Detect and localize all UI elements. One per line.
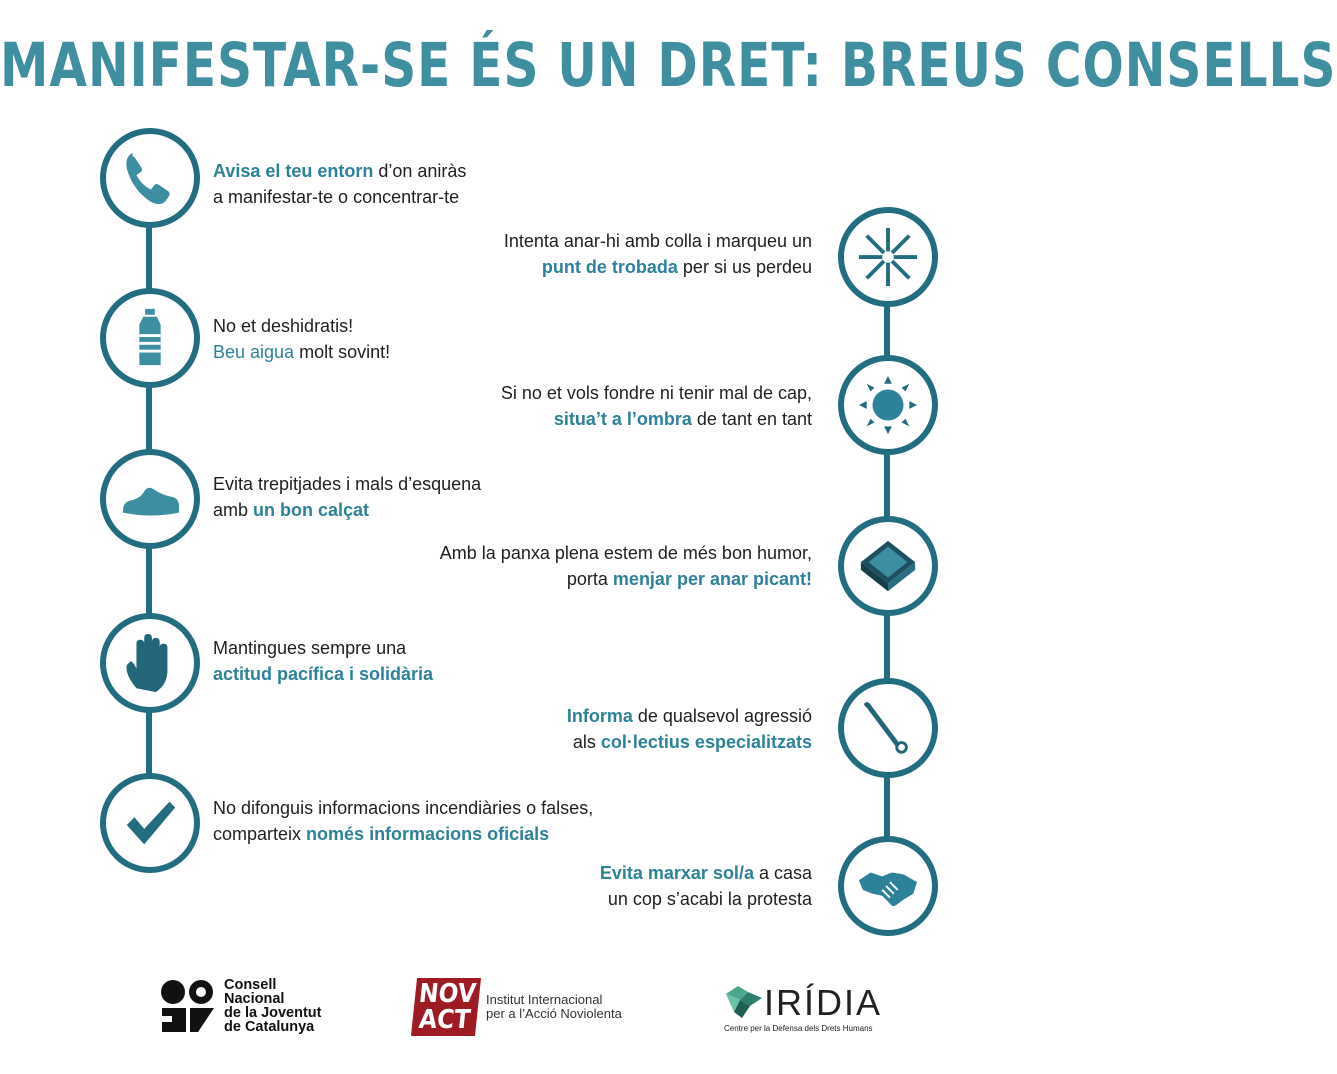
tip-text: Mantingues sempre una bbox=[213, 638, 407, 658]
tip-highlight: Informa bbox=[566, 706, 633, 726]
right-tip-1-text bbox=[504, 228, 812, 280]
left-tip-5-circle bbox=[100, 773, 200, 873]
cnjc-line-3: de la Joventut bbox=[224, 1005, 322, 1021]
tip-text: Si no et vols fondre ni tenir mal de cap, bbox=[500, 383, 812, 403]
shoe-icon bbox=[119, 468, 181, 530]
tip-highlight: col·lectius especialitzats bbox=[600, 732, 812, 752]
phone-icon bbox=[119, 147, 181, 209]
right-tip-4-text bbox=[567, 703, 812, 755]
right-tip-4-circle bbox=[838, 678, 938, 778]
tip-text: d’on aniràs bbox=[373, 161, 467, 181]
cnjc-line-2: Nacional bbox=[224, 991, 285, 1007]
right-tip-3-circle bbox=[838, 516, 938, 616]
tip-highlight: Avisa el teu entorn bbox=[213, 161, 374, 181]
iridia-subtitle: Centre per la Defensa dels Drets Humans bbox=[724, 1024, 873, 1033]
right-tip-2-text bbox=[501, 380, 812, 432]
meeting-point-icon bbox=[857, 226, 919, 288]
tip-text: comparteix bbox=[213, 824, 307, 844]
tip-text: Intenta anar-hi amb colla i marqueu un bbox=[503, 231, 812, 251]
baton-icon bbox=[857, 697, 919, 759]
tip-highlight: un bon calçat bbox=[253, 500, 370, 520]
tip-text: a manifestar-te o concentrar-te bbox=[213, 187, 460, 207]
left-tip-4-circle bbox=[100, 613, 200, 713]
tip-text: molt sovint! bbox=[294, 342, 391, 362]
left-tip-2-circle bbox=[100, 288, 200, 388]
water-bottle-icon bbox=[119, 307, 181, 369]
cnjc-line-1: Consell bbox=[224, 977, 277, 993]
cnjc-logo bbox=[160, 978, 322, 1034]
right-tip-2-circle bbox=[838, 355, 938, 455]
tip-highlight: menjar per anar picant! bbox=[612, 569, 812, 589]
novact-line-2: per a l’Acció Noviolenta bbox=[486, 1006, 622, 1021]
hand-icon bbox=[119, 632, 181, 694]
checkmark-icon bbox=[119, 792, 181, 854]
left-tip-3-text bbox=[213, 471, 481, 523]
tip-text: Evita trepitjades i mals d’esquena bbox=[213, 474, 482, 494]
left-tip-5-text bbox=[213, 795, 593, 847]
tip-highlight: Beu aigua bbox=[213, 342, 295, 362]
tip-highlight: situa’t a l’ombra bbox=[553, 409, 692, 429]
right-tip-3-text bbox=[440, 540, 812, 592]
right-tip-5-text bbox=[600, 860, 812, 912]
iridia-name: IRÍDIA bbox=[764, 982, 883, 1023]
tip-text: porta bbox=[566, 569, 613, 589]
tip-text: Amb la panxa plena estem de més bon humor, bbox=[439, 543, 812, 563]
tip-text: No difonguis informacions incendiàries o falses, bbox=[213, 798, 594, 818]
tip-text: No et deshidratis! bbox=[213, 316, 354, 336]
tip-text: a casa bbox=[753, 863, 812, 883]
tip-text: de tant en tant bbox=[691, 409, 812, 429]
partner-logos bbox=[0, 970, 1022, 1050]
tip-highlight: punt de trobada bbox=[541, 257, 678, 277]
tip-highlight: actitud pacífica i solidària bbox=[213, 664, 434, 684]
left-tip-1-circle bbox=[100, 128, 200, 228]
handshake-icon bbox=[857, 855, 919, 917]
food-icon bbox=[857, 535, 919, 597]
tip-text: als bbox=[572, 732, 601, 752]
tip-highlight: només informacions oficials bbox=[306, 824, 550, 844]
right-tip-5-circle bbox=[838, 836, 938, 936]
tip-highlight: Evita marxar sol/a bbox=[599, 863, 754, 883]
novact-logo bbox=[414, 978, 622, 1036]
novact-badge: NOV ACT bbox=[411, 978, 481, 1036]
left-tip-1-text bbox=[213, 158, 466, 210]
novact-line-1: Institut Internacional bbox=[486, 992, 603, 1007]
tip-text: de qualsevol agressió bbox=[632, 706, 812, 726]
iridia-mark-icon bbox=[724, 984, 764, 1020]
tip-text: un cop s’acabi la protesta bbox=[607, 889, 812, 909]
left-tip-3-circle bbox=[100, 449, 200, 549]
left-tip-4-text bbox=[213, 635, 433, 687]
tip-text: per si us perdeu bbox=[677, 257, 812, 277]
right-tip-1-circle bbox=[838, 207, 938, 307]
sun-icon bbox=[857, 374, 919, 436]
left-tip-2-text bbox=[213, 313, 390, 365]
cnjc-mark-icon bbox=[160, 978, 216, 1034]
tip-text: amb bbox=[213, 500, 254, 520]
page-title: MANIFESTAR-SE ÉS UN DRET: BREUS CONSELLS bbox=[0, 30, 1337, 101]
cnjc-line-4: de Catalunya bbox=[224, 1019, 315, 1035]
